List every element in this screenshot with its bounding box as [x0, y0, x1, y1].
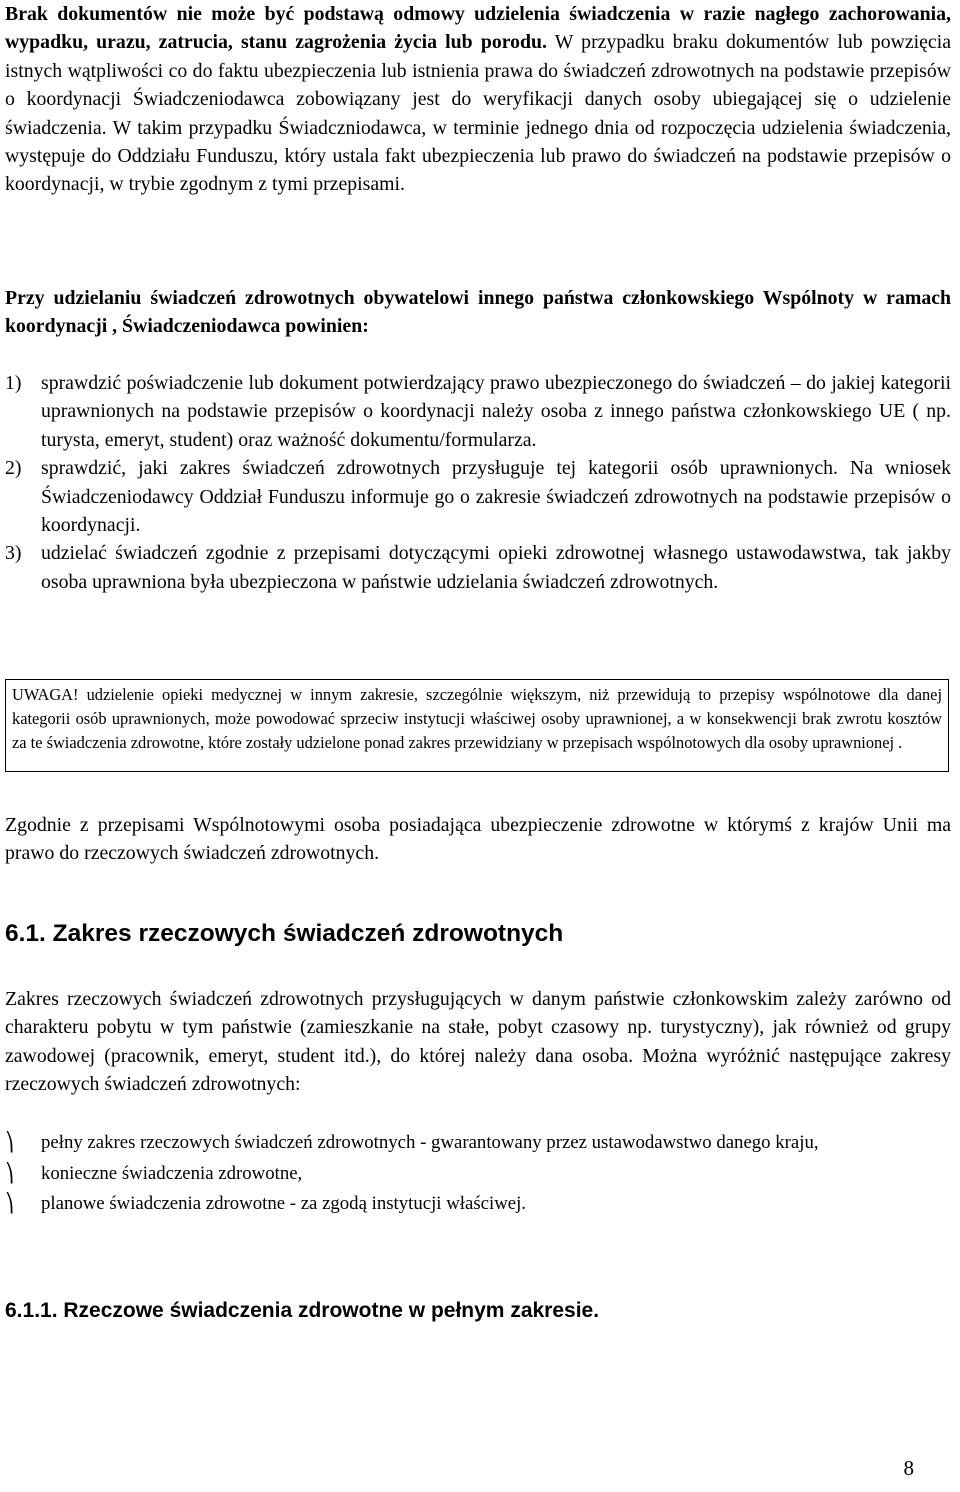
list-item [5, 539, 951, 596]
list-item-text: sprawdzić, jaki zakres świadczeń zdrowotnych przysługuje tej kategorii osób uprawnionych. Na wniosek Świadczeniodawcy Oddział Funduszu informuje go o zakresie świadczeń zdrowotnych na podstawie przepisów o koordynacji. [41, 457, 951, 537]
list-item [5, 1190, 951, 1218]
intro-rest: W przypadku braku dokumentów lub powzięcia istnych wątpliwości co do faktu ubezpieczenia lub istnienia prawa do świadczeń zdrowotnych na podstawie przepisów o koordynacji Świadczeniodawca zobowiązany jest do weryfikacji danych osoby ubiegającej się o udzielenie świadczenia. W takim przypadku Świadczniodawca, w terminie jednego dnia od rozpoczęcia udzielenia świadczenia, występuje do Oddziału Funduszu, który ustala fakt ubezpieczenia lub prawo do świadczeń na podstawie przepisów o koordynacji, w trybie zgodnym z tymi przepisami. [5, 31, 951, 196]
intro-paragraph [5, 0, 951, 199]
list-number: 2) [5, 457, 22, 480]
list-item [5, 454, 951, 539]
list-number: 3) [5, 542, 22, 565]
list-item-text: planowe świadczenia zdrowotne - za zgodą instytucji właściwej. [41, 1193, 527, 1214]
scope-paragraph: Zakres rzeczowych świadczeń zdrowotnych przysługujących w danym państwie członkowskim zależy zarówno od charakteru pobytu w tym państwie (zamieszkanie na stałe, pobyt czasowy np. turystyczny), jak również od grupy zawodowej (pracownik, emeryt, student itd.), do której należy dana osoba. Można wyróżnić następujące zakresy rzeczowych świadczeń zdrowotnych: [5, 988, 951, 1096]
list-item [5, 369, 951, 454]
scope-list [5, 1129, 951, 1221]
rules-heading: Przy udzielaniu świadczeń zdrowotnych obywatelowi innego państwa członkowskiego Wspólnoty w ramach koordynacji , Świadczeniodawca powinien: [5, 287, 951, 338]
list-item-text: udzielać świadczeń zgodnie z przepisami dotyczącymi opieki zdrowotnej własnego ustawodawstwa, tak jakby osoba uprawniona była ubezpieczona w państwie udzielania świadczeń zdrowotnych. [41, 542, 951, 593]
list-item-text: pełny zakres rzeczowych świadczeń zdrowotnych - gwarantowany przez ustawodawstwo danego kraju, [41, 1132, 819, 1153]
eu-paragraph: Zgodnie z przepisami Wspólnotowymi osoba posiadająca ubezpieczenie zdrowotne w którymś z krajów Unii ma prawo do rzeczowych świadczeń zdrowotnych. [5, 814, 951, 865]
section-heading-6-1: 6.1. Zakres rzeczowych świadczeń zdrowotnych [5, 920, 564, 947]
rules-list [5, 369, 951, 596]
section-heading-6-1-1: 6.1.1. Rzeczowe świadczenia zdrowotne w pełnym zakresie. [5, 1299, 600, 1322]
intro-bold-lead: Brak dokumentów nie może być podstawą odmowy udzielenia świadczenia w razie nagłego zachorowania, wypadku, urazu, zatrucia, stanu zagrożenia życia lub porodu. [5, 3, 951, 54]
warning-note-box [5, 679, 949, 772]
warning-text: udzielenie opieki medycznej w innym zakresie, szczególnie większym, niż przewidują to przepisy wspólnotowe dla danej kategorii osób uprawnionych, może powodować sprzeciw instytucji właściwej osoby uprawnionej, a w konsekwencji brak zwrotu kosztów za te świadczenia zdrowotne, które zostały udzielone ponad zakres przewidziany w przepisach wspólnotowych dla osoby uprawnionej . [12, 685, 942, 753]
list-item-text: sprawdzić poświadczenie lub dokument potwierdzający prawo ubezpieczonego do świadczeń – do jakiej kategorii uprawnionych na podstawie przepisów o koordynacji należy osoba z innego państwa członkowskiego UE ( np. turysta, emeryt, student) oraz ważność dokumentu/formularza. [41, 372, 951, 451]
warning-label: UWAGA! [12, 685, 79, 704]
page-number: 8 [903, 1456, 914, 1480]
bullet-icon: ⎞ [5, 1132, 14, 1153]
list-number: 1) [5, 372, 22, 394]
list-item [5, 1160, 951, 1188]
bullet-icon: ⎞ [5, 1193, 14, 1214]
list-item [5, 1129, 951, 1157]
list-item-text: konieczne świadczenia zdrowotne, [41, 1162, 303, 1184]
bullet-icon: ⎞ [5, 1162, 14, 1184]
